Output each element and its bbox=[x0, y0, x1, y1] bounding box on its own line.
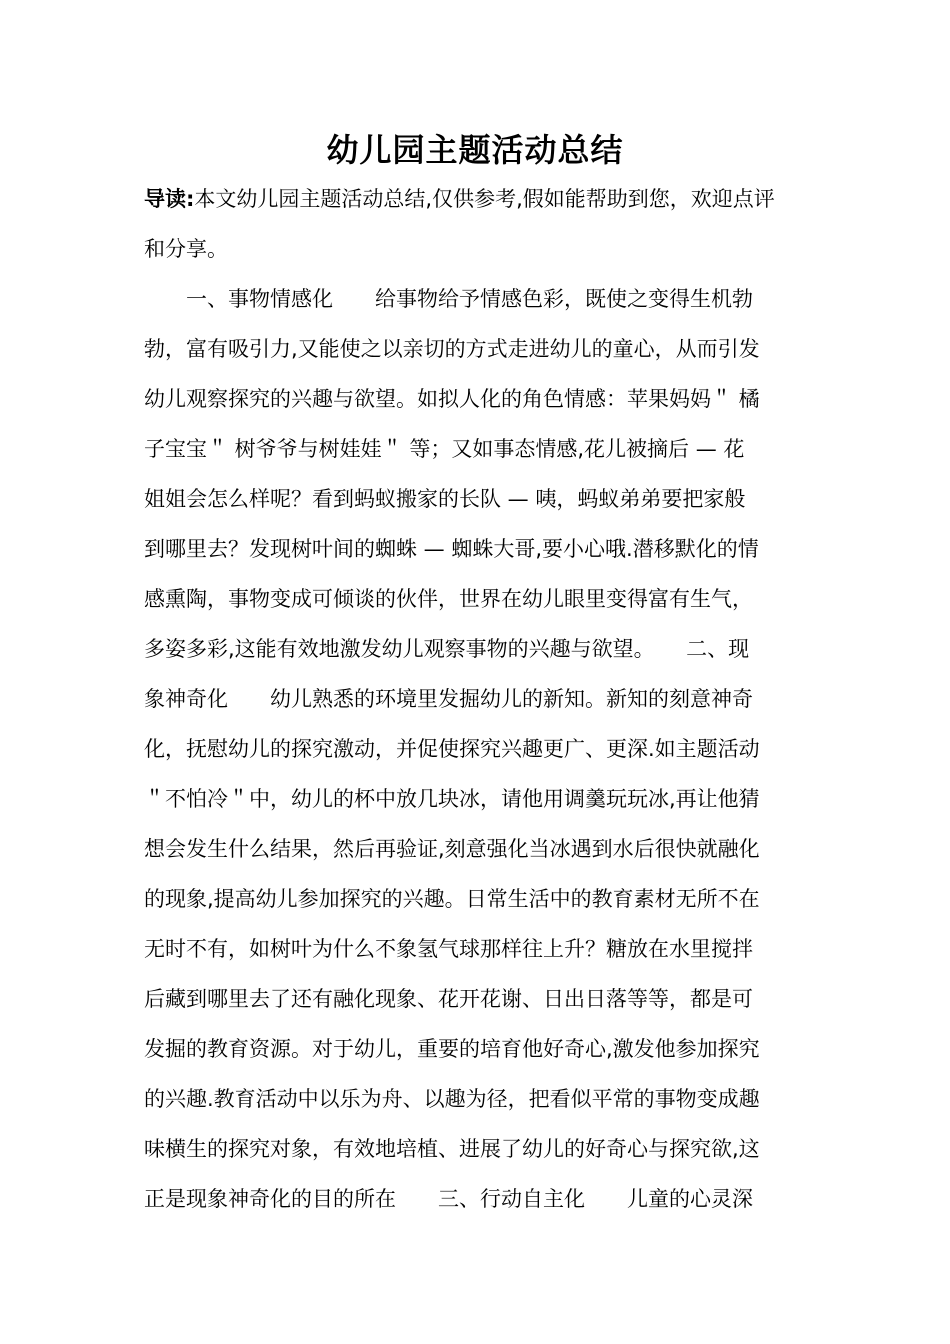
body-line-1 bbox=[144, 184, 824, 214]
body-line-19: 的兴趣.教育活动中以乐为舟、以趣为径，把看似平常的事物变成趣 bbox=[144, 1087, 760, 1111]
body-line-2: 和分享。 bbox=[144, 237, 228, 261]
body-line-3: 一、事物情感化 给事物给予情感色彩，既使之变得生机勃 bbox=[186, 287, 753, 311]
body-line-16: 无时不有，如树叶为什么不象氢气球那样往上升？糖放在水里搅拌 bbox=[144, 937, 753, 961]
body-line-5: 幼儿观察探究的兴趣与欲望。如拟人化的角色情感：苹果妈妈＂ 橘 bbox=[144, 387, 760, 411]
body-line-13: ＂不怕冷＂中，幼儿的杯中放几块冰，请他用调羹玩玩冰,再让他猜 bbox=[144, 787, 760, 811]
body-line-14: 想会发生什么结果，然后再验证,刻意强化当冰遇到水后很快就融化 bbox=[144, 837, 760, 861]
body-line-21: 正是现象神奇化的目的所在 三、行动自主化 儿童的心灵深 bbox=[144, 1187, 753, 1211]
body-line-text: 本文幼儿园主题活动总结,仅供参考,假如能帮助到您，欢迎点评 bbox=[194, 187, 775, 211]
lead-label: 导读: bbox=[144, 187, 195, 211]
body-line-12: 化，抚慰幼儿的探究激动，并促使探究兴趣更广、更深.如主题活动 bbox=[144, 737, 760, 761]
body-line-10: 多姿多彩,这能有效地激发幼儿观察事物的兴趣与欲望。 二、现 bbox=[144, 637, 750, 661]
body-line-8: 到哪里去？发现树叶间的蜘蛛 — 蜘蛛大哥,要小心哦.潜移默化的情 bbox=[144, 537, 759, 561]
body-line-9: 感熏陶，事物变成可倾谈的伙伴，世界在幼儿眼里变得富有生气， bbox=[144, 587, 753, 611]
body-line-20: 味横生的探究对象，有效地培植、进展了幼儿的好奇心与探究欲,这 bbox=[144, 1137, 760, 1161]
body-line-11: 象神奇化 幼儿熟悉的环境里发掘幼儿的新知。新知的刻意神奇 bbox=[144, 687, 753, 711]
document-title: 幼儿园主题活动总结 bbox=[326, 131, 624, 169]
body-line-6: 子宝宝＂ 树爷爷与树娃娃＂ 等；又如事态情感,花儿被摘后 — 花 bbox=[144, 437, 745, 461]
body-line-4: 勃，富有吸引力,又能使之以亲切的方式走进幼儿的童心，从而引发 bbox=[144, 337, 760, 361]
body-line-7: 姐姐会怎么样呢？看到蚂蚁搬家的长队 — 咦，蚂蚁弟弟要把家般 bbox=[144, 487, 746, 511]
body-line-17: 后藏到哪里去了还有融化现象、花开花谢、日出日落等等，都是可 bbox=[144, 987, 753, 1011]
body-line-15: 的现象,提高幼儿参加探究的兴趣。日常生活中的教育素材无所不在 bbox=[144, 887, 760, 911]
body-line-18: 发掘的教育资源。对于幼儿，重要的培育他好奇心,激发他参加探究 bbox=[144, 1037, 760, 1061]
